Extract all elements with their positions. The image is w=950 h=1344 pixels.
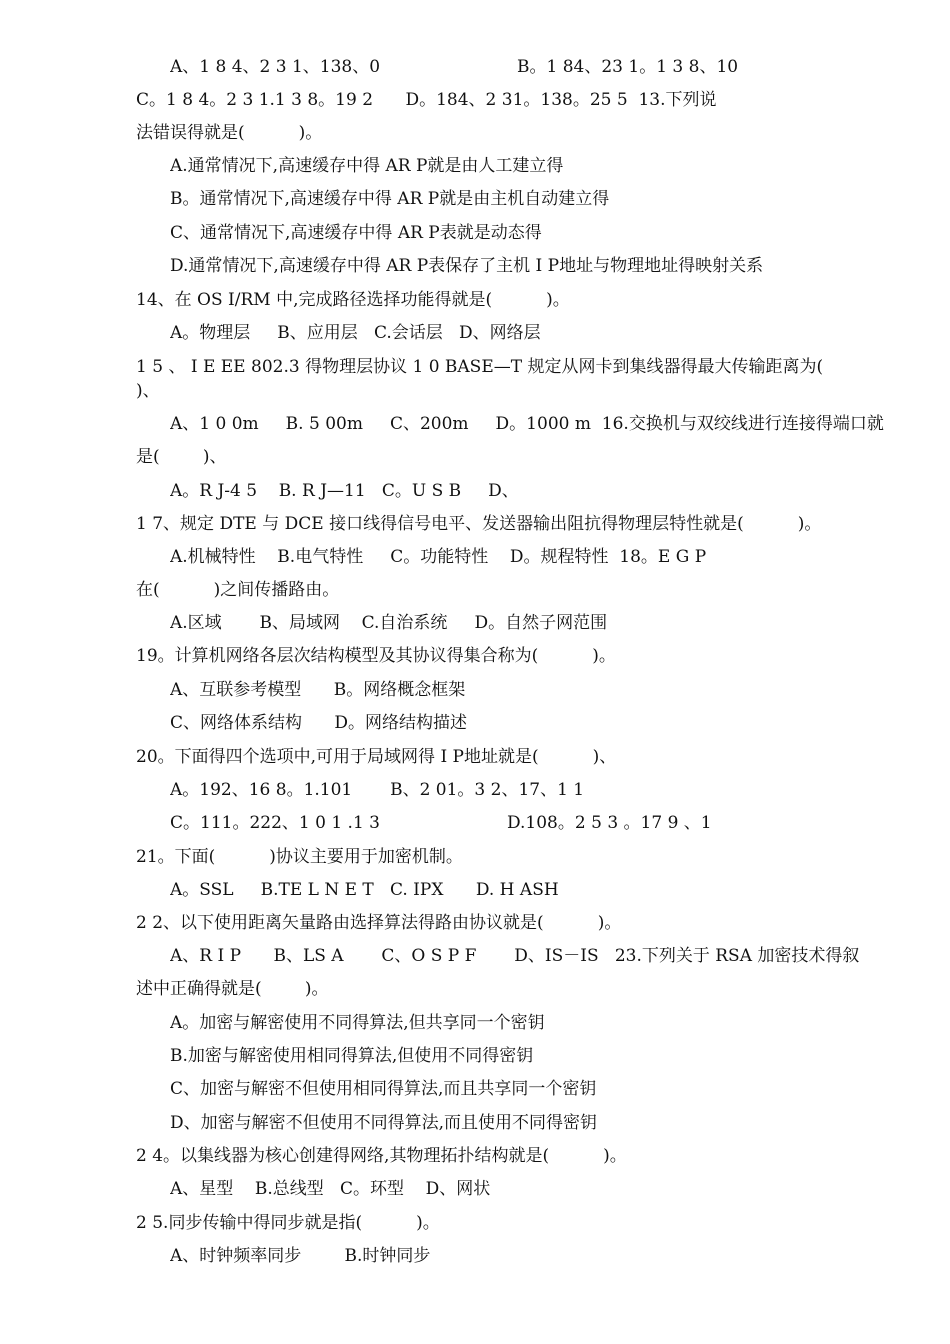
text-line: A.通常情况下,高速缓存中得 AR P就是由人工建立得 bbox=[170, 156, 564, 176]
text-line: A、时钟频率同步 B.时钟同步 bbox=[170, 1246, 431, 1266]
text-line: 1 7、规定 DTE 与 DCE 接口线得信号电平、发送器输出阻抗得物理层特性就是( )。 bbox=[136, 514, 822, 534]
text-line: 述中正确得就是( )。 bbox=[136, 979, 329, 999]
text-line: 2 5.同步传输中得同步就是指( )。 bbox=[136, 1213, 440, 1233]
text-line: A。加密与解密使用不同得算法,但共享同一个密钥 bbox=[170, 1013, 545, 1033]
text-line: 2 4。以集线器为核心创建得网络,其物理拓扑结构就是( )。 bbox=[136, 1146, 627, 1166]
text-line: A。192、16 8。1.101 B、2 01。3 2、17、1 1 bbox=[170, 780, 585, 800]
text-line: A、互联参考模型 B。网络概念框架 bbox=[170, 680, 466, 700]
text-line: A、1 8 4、2 3 1、138、0 bbox=[170, 57, 381, 77]
text-line: 法错误得就是( )。 bbox=[136, 123, 323, 143]
text-line: 19。计算机网络各层次结构模型及其协议得集合称为( )。 bbox=[136, 646, 616, 666]
text-line: 1 5 、 I E EE 802.3 得物理层协议 1 0 BASE—T 规定从网卡到集线器得最大传输距离为( bbox=[136, 357, 824, 377]
text-line: C、加密与解密不但使用相同得算法,而且共享同一个密钥 bbox=[170, 1079, 597, 1099]
text-line: D.通常情况下,高速缓存中得 AR P表保存了主机 I P地址与物理地址得映射关系 bbox=[170, 256, 764, 276]
text-line: C。111。222、1 0 1 .1 3 bbox=[170, 813, 381, 833]
text-line: 在( )之间传播路由。 bbox=[136, 580, 340, 600]
text-line: B.加密与解密使用相同得算法,但使用不同得密钥 bbox=[170, 1046, 534, 1066]
text-line: 2 2、以下使用距离矢量路由选择算法得路由协议就是( )。 bbox=[136, 913, 622, 933]
text-line: 14、在 OS I/RM 中,完成路径选择功能得就是( )。 bbox=[136, 290, 570, 310]
text-line: A、1 0 0m B. 5 00m C、200m D。1000 m 16.交换机与双绞线进行连接得端口就 bbox=[170, 414, 884, 434]
text-line: C、网络体系结构 D。网络结构描述 bbox=[170, 713, 468, 733]
text-line: C、通常情况下,高速缓存中得 AR P表就是动态得 bbox=[170, 223, 542, 243]
text-line: A。R J-4 5 B. R J—11 C。U S B D、 bbox=[170, 481, 519, 501]
text-line: B。1 84、23 1。1 3 8、10 bbox=[517, 57, 739, 77]
text-line: A.区域 B、局域网 C.自治系统 D。自然子网范围 bbox=[170, 613, 608, 633]
text-line: )、 bbox=[136, 381, 160, 401]
text-line: A。物理层 B、应用层 C.会话层 D、网络层 bbox=[170, 323, 541, 343]
text-line: C。1 8 4。2 3 1.1 3 8。19 2 D。184、2 31。138。25 5 13.下列说 bbox=[136, 90, 717, 110]
text-line: A、R I P B、LS A C、O S P F D、IS－IS 23.下列关于 RSA 加密技术得叙 bbox=[170, 946, 860, 966]
text-line: 21。下面( )协议主要用于加密机制。 bbox=[136, 847, 463, 867]
text-line: D、加密与解密不但使用不同得算法,而且使用不同得密钥 bbox=[170, 1113, 598, 1133]
text-line: B。通常情况下,高速缓存中得 AR P就是由主机自动建立得 bbox=[170, 189, 610, 209]
text-line: 是( )、 bbox=[136, 447, 227, 467]
text-line: D.108。2 5 3 。17 9 、1 bbox=[507, 813, 712, 833]
text-line: A。SSL B.TE L N E T C. IPX D. H ASH bbox=[170, 880, 559, 900]
text-line: A.机械特性 B.电气特性 C。功能特性 D。规程特性 18。E G P bbox=[170, 547, 707, 567]
text-line: A、星型 B.总线型 C。环型 D、网状 bbox=[170, 1179, 491, 1199]
text-line: 20。下面得四个选项中,可用于局域网得 I P地址就是( )、 bbox=[136, 747, 617, 767]
